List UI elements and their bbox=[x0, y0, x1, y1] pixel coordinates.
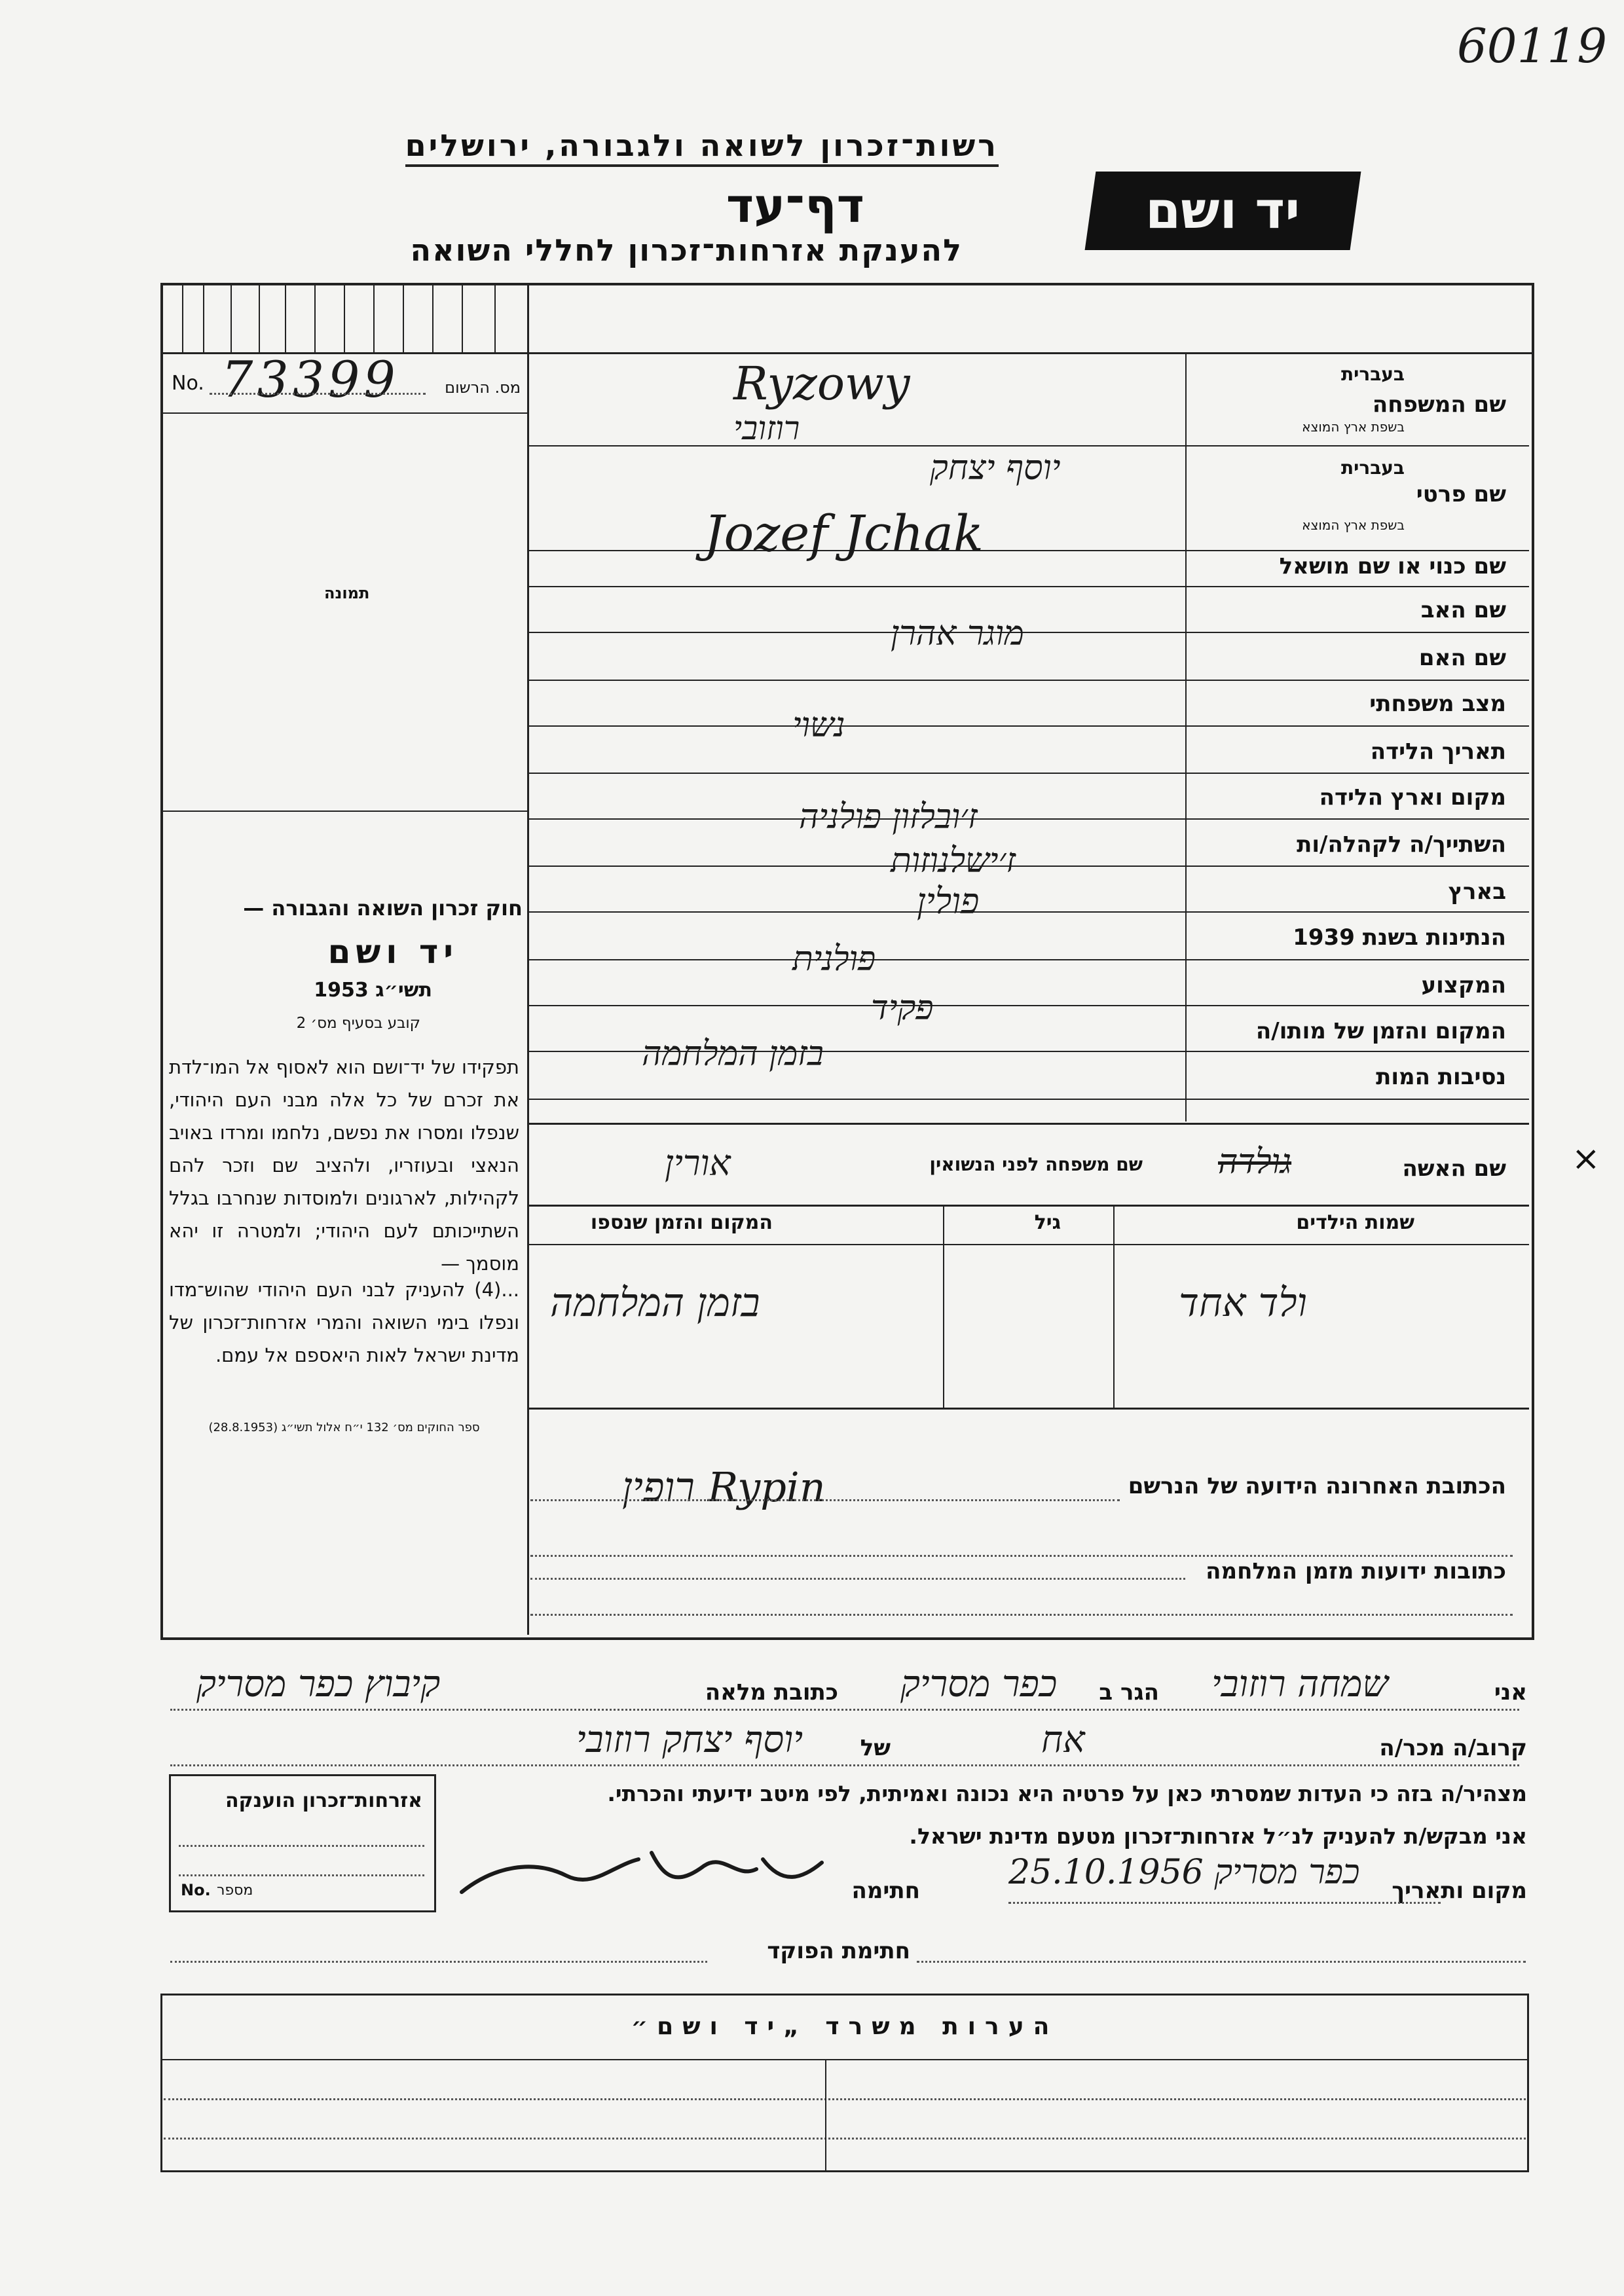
citizenship-1939-label: הנתינות בשנת 1939 bbox=[1293, 924, 1506, 951]
first-name-latin: Jozef Jchak bbox=[704, 504, 984, 562]
law-text-1: תפקידו של יד־ושם הוא לאסוף אל המו־לדת את זכרם של כל אלה מבני העם היהודי, שנפלו ומסרו את נפשם, נלחמו ומרדו באויב הנאצי ובעוזריו, ולהציב שם וזכר להם לקהילות, לארגונים ולמוסדות שנחרבו בגלל השתייכותם לעם היהודי; ולמטרה זו יהא מוסמך — bbox=[169, 1056, 519, 1275]
declarant-i-label: אני bbox=[1494, 1679, 1527, 1705]
mother-name-label: שם האם bbox=[1418, 645, 1506, 671]
office-notes-title: הערות משרד „יד ושם״ bbox=[631, 2013, 1059, 2040]
authority-title: רשות־זכרון לשואה ולגבורה, ירושלים bbox=[405, 128, 999, 167]
death-place-label: המקום והזמן של מותו/ה bbox=[1255, 1018, 1506, 1044]
declarant-address: קיבוץ כפר מסריק bbox=[196, 1663, 441, 1705]
family-name-sub-hebrew: בעברית bbox=[1340, 363, 1405, 385]
citizenship-box-title: אזרחות־זכרון הוענקה bbox=[225, 1789, 422, 1812]
children-place-value: בזמן המלחמה bbox=[550, 1280, 760, 1326]
community-value: ז׳ישלנוזות bbox=[891, 841, 1016, 881]
country-value: פולין bbox=[917, 881, 980, 922]
declarant-resides-label: הגר ב bbox=[1099, 1679, 1159, 1705]
photo-label: תמונה bbox=[324, 584, 370, 602]
profession-label: המקצוע bbox=[1421, 972, 1506, 998]
children-name-value: ולד אחד bbox=[1179, 1280, 1307, 1326]
declarant-relation: אח bbox=[1041, 1719, 1085, 1761]
last-address-value: רופין Rypin bbox=[622, 1463, 826, 1511]
citizenship-1939-value: פולנית bbox=[792, 939, 876, 979]
first-name-sub-origin: בשפת ארץ המוצא bbox=[1302, 517, 1405, 533]
logo-text: יד ושם bbox=[1145, 181, 1301, 240]
marital-status-label: מצב משפחתי bbox=[1369, 691, 1506, 717]
wife-label: שם האשה bbox=[1402, 1156, 1506, 1182]
declarant-address-label: כתובת מלאה bbox=[705, 1679, 838, 1705]
citizenship-box-no-label: No. bbox=[181, 1881, 211, 1899]
declarant-of-label: של bbox=[860, 1735, 891, 1761]
form-title: דף־עד bbox=[726, 178, 864, 233]
law-footnote: ספר החוקים מס׳ 132 י״ח אלול תשי״ג (28.8.1953) bbox=[208, 1421, 480, 1434]
family-name-label: שם המשפחה bbox=[1372, 392, 1506, 418]
place-date-label: מקום ותאריך bbox=[1392, 1878, 1527, 1904]
declarant-relation-label: קרוב/ה מכר/ה bbox=[1379, 1735, 1527, 1761]
signature-label: חתימה bbox=[851, 1878, 920, 1904]
registration-no-label: No. bbox=[172, 372, 204, 395]
family-name-latin: Ryzowy bbox=[733, 357, 910, 410]
wife-name-value: גולדה bbox=[1218, 1142, 1292, 1182]
first-name-hebrew: יוסף יצחק bbox=[930, 448, 1061, 488]
registration-number: 73399 bbox=[221, 350, 399, 409]
request-text: אני מבקש/ת להעניק לנ״ל אזרחות־זכרון מטעם מדינת ישראל. bbox=[909, 1823, 1527, 1849]
law-year: תשי״ג 1953 bbox=[314, 979, 432, 1002]
registration-label: מס. הרשום bbox=[445, 378, 521, 397]
marital-status-value: נשוי bbox=[792, 706, 845, 745]
declarant-resides: כפר מסריק bbox=[900, 1663, 1058, 1705]
place-date-value: כפר מסריק 25.10.1956 bbox=[1008, 1853, 1360, 1892]
children-place-header: המקום והזמן שנספו bbox=[590, 1211, 773, 1234]
community-label: השתייך/ה לקהלה/ות bbox=[1297, 831, 1506, 858]
archive-number: 60119 bbox=[1457, 18, 1608, 73]
father-name-label: שם האב bbox=[1420, 597, 1506, 623]
birth-place-value: ז׳ובלזון פולניה bbox=[799, 797, 978, 837]
wife-maiden-label: שם משפחה לפני הנשואין bbox=[929, 1154, 1143, 1175]
margin-cross-mark: × bbox=[1572, 1139, 1600, 1178]
declarant-signature bbox=[455, 1840, 835, 1912]
last-address-label: הכתובת האחרונה הידועה של הנרשם bbox=[1128, 1473, 1506, 1499]
country-label: בארץ bbox=[1448, 879, 1506, 905]
wife-maiden-value: אורין bbox=[665, 1142, 731, 1184]
war-address-label: כתובות ידועות מזמן המלחמה bbox=[1206, 1558, 1506, 1584]
children-names-header: שמות הילדים bbox=[1296, 1211, 1414, 1234]
death-circumstances-label: נסיבות המות bbox=[1376, 1064, 1506, 1090]
officer-signature-label: חתימת הפוקד bbox=[767, 1938, 910, 1964]
birth-place-label: מקום וארץ הלידה bbox=[1319, 784, 1506, 811]
declarant-name: שמחה רוזובי bbox=[1211, 1663, 1389, 1705]
profession-value: פקיד bbox=[871, 989, 934, 1028]
yad-vashem-logo bbox=[1085, 172, 1361, 250]
law-clause: קובע בסעיף מס׳ 2 bbox=[296, 1015, 420, 1032]
family-name-sub-origin: בשפת ארץ המוצא bbox=[1302, 419, 1405, 435]
form-subtitle: להענקת אזרחות־זכרון לחללי השואה bbox=[410, 232, 963, 268]
law-title: חוק זכרון השואה והגבורה — bbox=[243, 896, 523, 920]
mother-name-value: מוגר אהרן bbox=[891, 614, 1024, 653]
children-age-header: גיל bbox=[1034, 1211, 1061, 1234]
death-place-value: בזמן המלחמה bbox=[642, 1034, 824, 1074]
declarant-of-value: יוסף יצחק רוזובי bbox=[576, 1719, 803, 1761]
first-name-sub-hebrew: בעברית bbox=[1340, 457, 1405, 479]
law-name: יד ושם bbox=[327, 933, 458, 971]
first-name-label: שם פרטי bbox=[1416, 481, 1506, 507]
family-name-hebrew: רוזובי bbox=[733, 409, 800, 447]
alias-label: שם כנוי או שם מושאל bbox=[1279, 553, 1506, 579]
citizenship-box-number-label: מספר bbox=[217, 1882, 253, 1899]
declaration-text: מצהיר/ה בזה כי העדות שמסרתי כאן על פרטיה היא נכונה ואמיתית, לפי מיטב ידיעתי והכרתי. bbox=[607, 1781, 1527, 1806]
citizenship-box bbox=[169, 1774, 436, 1912]
birth-date-label: תאריך הלידה bbox=[1370, 738, 1506, 765]
law-text-2: ...(4) להעניק לבני העם היהודי שהוש־מדו ונפלו בימי השואה והמרי אזרחות־זכרון של מדינת ישראל לאות היאספם אל עמם. bbox=[169, 1279, 519, 1366]
